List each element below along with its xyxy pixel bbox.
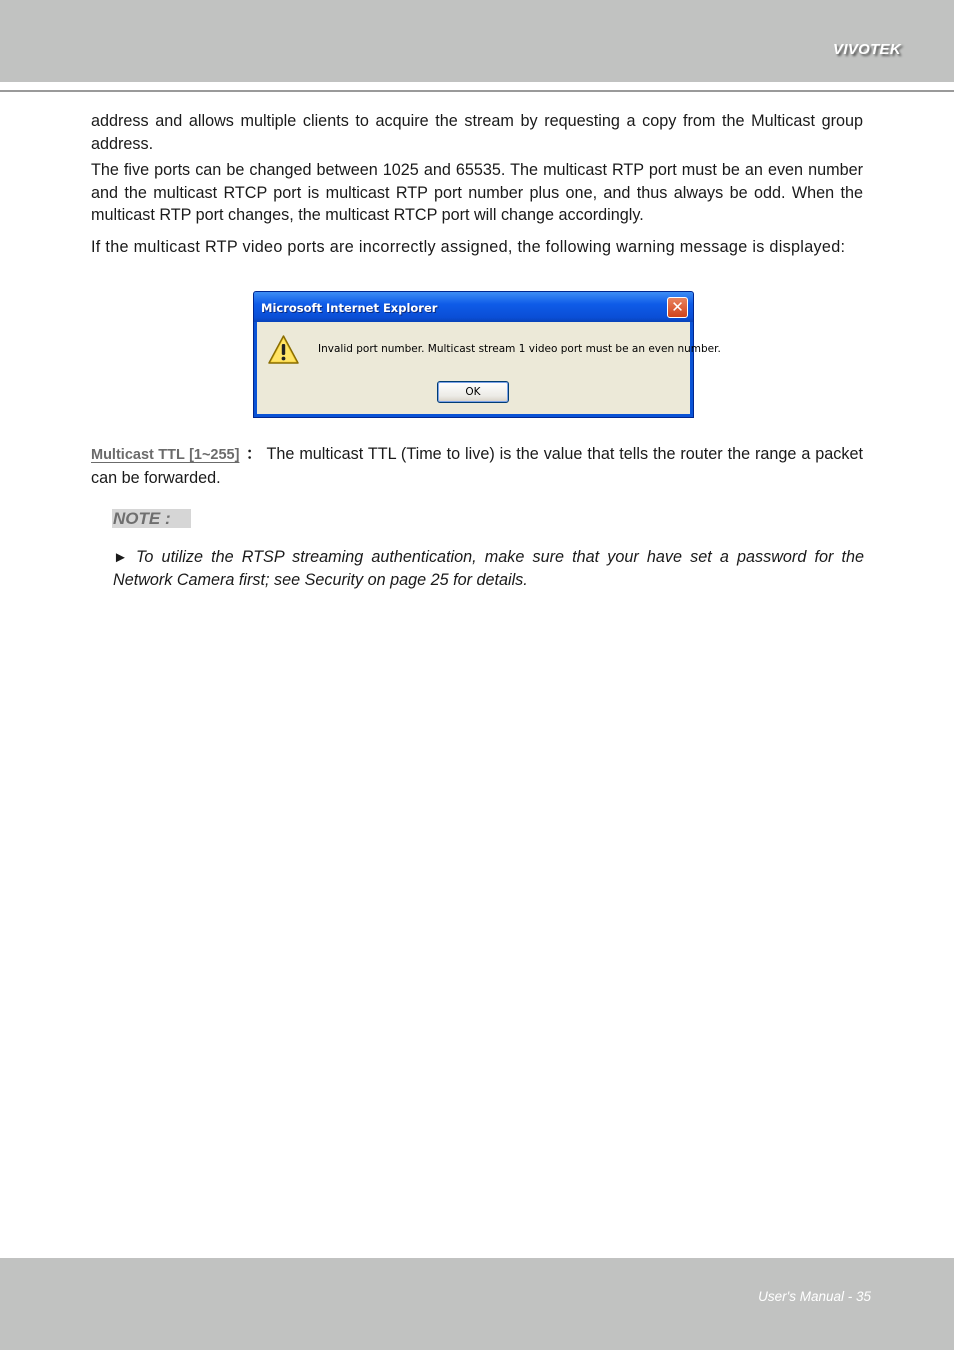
header-divider	[0, 90, 954, 92]
close-icon: ✕	[667, 297, 688, 318]
warning-icon	[267, 334, 300, 366]
brand-logo: VIVOTEK	[833, 41, 901, 58]
note-text	[113, 546, 864, 592]
bullet-icon: ►	[113, 549, 128, 566]
dialog-message: Invalid port number. Multicast stream 1 video port must be an even number.	[318, 343, 721, 355]
ok-button: OK	[437, 381, 509, 403]
paragraph: address and allows multiple clients to acquire the stream by requesting a copy from the Multicast group address.	[91, 112, 863, 153]
note-body: To utilize the RTSP streaming authentication, make sure that your have set a password for the Network Camera first; see Security on page 25 for details.	[113, 548, 865, 589]
ttl-term: Multicast TTL [1~255]	[91, 447, 240, 463]
main-content	[91, 110, 863, 258]
warning-dialog-screenshot	[253, 291, 721, 418]
ttl-description	[91, 443, 863, 489]
ttl-text: The multicast TTL (Time to live) is the value that tells the router the range a packet can be forwarded.	[91, 445, 863, 487]
ttl-colon: ：	[245, 445, 263, 463]
header-band	[0, 0, 954, 82]
note-label: NOTE :	[112, 509, 191, 528]
dialog-body	[257, 322, 721, 414]
page-footer: User's Manual - 35	[758, 1289, 871, 1304]
dialog-title: Microsoft Internet Explorer	[261, 301, 438, 315]
dialog-titlebar	[254, 292, 693, 322]
paragraph: If the multicast RTP video ports are incorrectly assigned, the following warning message is displayed:	[91, 237, 846, 256]
paragraph: The five ports can be changed between 1025 and 65535. The multicast RTP port must be an even number and the multicast RTCP port is multicast RTP port number plus one, and thus always be odd. When the multicast RTP port changes, the multicast RTCP port will change accordingly.	[91, 161, 863, 224]
footer-band	[0, 1258, 954, 1350]
